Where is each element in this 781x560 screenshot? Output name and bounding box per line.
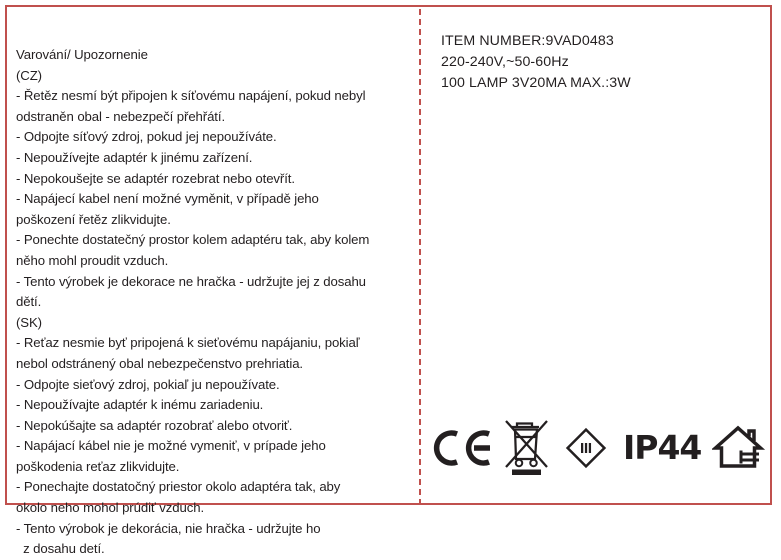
warning-line: dětí. — [16, 294, 42, 310]
warning-line: - Odpojte síťový zdroj, pokud jej nepoužíváte. — [16, 129, 277, 145]
warning-line: poškození řetěz zlikvidujte. — [16, 211, 171, 227]
lamp-rating: 100 LAMP 3V20MA MAX.:3W — [441, 75, 631, 91]
warning-line: - Reťaz nesmie byť pripojená k sieťovému napájaniu, pokiaľ — [16, 335, 360, 351]
warning-line: - Nepoužívejte adaptér k jinému zařízení. — [16, 149, 253, 165]
warning-line: - Nepoužívajte adaptér k inému zariadeniu. — [16, 397, 264, 413]
warning-line: odstraněn obal - nebezpečí přehřátí. — [16, 108, 226, 124]
item-number: ITEM NUMBER:9VAD0483 — [441, 33, 614, 49]
weee-crossed-bin-icon — [504, 419, 549, 477]
warning-line: - Tento výrobok je dekorácia, nie hračka - udržujte ho — [16, 520, 321, 536]
class-three-diamond-icon — [560, 422, 612, 474]
ip-rating-wrapper — [623, 427, 702, 467]
language-marker-cz: (CZ) — [16, 67, 42, 83]
ce-mark-icon — [433, 426, 493, 470]
warning-line: - Napájací kábel nie je možné vymeniť, v prípade jeho — [16, 438, 326, 454]
certification-symbols-row — [433, 417, 771, 479]
language-marker-sk: (SK) — [16, 314, 42, 330]
warning-line: - Řetěz nesmí být připojen k síťovému napájení, pokud nebyl — [16, 88, 366, 104]
specification-text-block — [441, 31, 771, 94]
voltage-rating: 220-240V,~50-60Hz — [441, 54, 569, 70]
indoor-use-house-icon — [712, 423, 766, 473]
warning-heading: Varování/ Upozornenie — [16, 47, 148, 62]
warning-line: - Nepokúšajte sa adaptér rozobrať alebo otvoriť. — [16, 417, 293, 433]
warning-line: - Tento výrobek je dekorace ne hračka - udržujte jej z dosahu — [16, 273, 366, 289]
warning-line: - Ponechte dostatečný prostor kolem adaptéru tak, aby kolem — [16, 232, 370, 248]
warning-text-block — [16, 45, 416, 560]
ip-rating: IP44 — [623, 427, 702, 467]
warning-line: nebol odstránený obal nebezpečenstvo prehriatia. — [16, 355, 303, 371]
warning-line: - Odpojte sieťový zdroj, pokiaľ ju nepoužívate. — [16, 376, 280, 392]
specification-panel — [421, 7, 774, 503]
warning-panel — [7, 7, 419, 557]
warning-line: něho mohl proudit vzduch. — [16, 252, 169, 268]
product-warning-label — [5, 5, 772, 557]
warning-line: poškodenia reťaz zlikvidujte. — [16, 458, 180, 474]
warning-line: z dosahu detí. — [16, 541, 105, 557]
warning-line: - Nepokoušejte se adaptér rozebrat nebo otevřít. — [16, 170, 295, 186]
warning-line: - Napájecí kabel není možné vyměnit, v případě jeho — [16, 191, 319, 207]
warning-line: - Ponechajte dostatočný priestor okolo adaptéra tak, aby — [16, 479, 341, 495]
warning-line: okolo neho mohol prúdiť vzduch. — [16, 500, 205, 516]
